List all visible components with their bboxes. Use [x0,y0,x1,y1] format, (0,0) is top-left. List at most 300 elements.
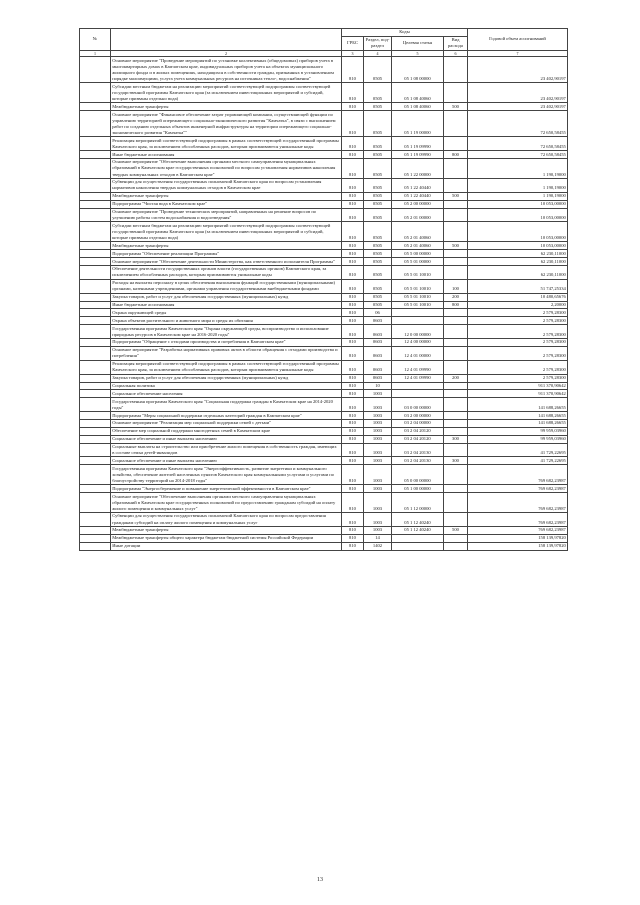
table-row [80,159,568,179]
cell-name: Основное мероприятие "Реализация мер социальной поддержки семей с детьми" [111,420,342,428]
cell-section: 1402 [364,542,392,550]
cell-amount: 769 682,23987 [468,485,568,493]
cell-name: Основное мероприятие "Проведение мероприятий по установке коллективных (общедомовых) приборов учета в многоквартирных домах в Камчатском крае, индивидуальных приборов учета на объектах муниципального жилищного фонда и в жилых помещениях, находящихся в собственности граждан, признанных в установленном порядке малоимущими, услуга учета коммунальных ресурсов на источниках тепло-, водоснабжения" [111,57,342,83]
cell-target: 05 5 01 10010 [392,279,444,293]
cell-amount: 41 729,22695 [468,457,568,465]
cell-grbs: 810 [342,265,364,279]
cell-grbs: 810 [342,420,364,428]
cell-vr [444,200,468,208]
cell-name: Основное мероприятие "Обеспечение деятельности Министерства, как ответственного исполнителя Программы" [111,258,342,266]
cell-grbs: 810 [342,427,364,435]
cell-no [80,159,111,179]
cell-amount: 769 682,23987 [468,465,568,485]
cell-section: 06 [364,309,392,317]
table-row [80,534,568,542]
cell-name: Субсидии местным бюджетам на реализацию мероприятий соответствующей подпрограммы соответствующей государственной программы Камчатского края (за исключением инвестиционных мероприятий и субсидий, которые призваны отдельно вода) [111,83,342,103]
cell-no [80,493,111,513]
cell-no [80,412,111,420]
cell-amount: 72 650,58455 [468,151,568,159]
table-row [80,137,568,151]
cell-target: 03 0 00 00000 [392,398,444,412]
cell-name: Обеспечение мер социальной поддержки многодетных семей в Камчатском крае [111,427,342,435]
cell-target [392,382,444,390]
cell-no [80,250,111,258]
table-row [80,242,568,250]
cell-grbs: 810 [342,542,364,550]
cell-no [80,465,111,485]
table-row [80,526,568,534]
cell-name: Межбюджетные трансферты [111,103,342,111]
table-row [80,265,568,279]
cell-vr [444,159,468,179]
cell-no [80,309,111,317]
cell-name: Социальное обеспечение и иные выплаты населению [111,457,342,465]
cell-section: 0505 [364,301,392,309]
cell-amount: 769 682,23987 [468,493,568,513]
cell-no [80,242,111,250]
cell-vr [444,427,468,435]
cell-name: Субвенции для осуществления государственных полномочий Камчатского края по вопросам предоставления гражданам субсидий на оплату жилого помещения и коммунальных услуг [111,513,342,527]
cell-amount: 141 688,26655 [468,398,568,412]
table-row [80,200,568,208]
cell-vr [444,534,468,542]
cell-target: 05 5 00 00000 [392,250,444,258]
index-cell: 6 [444,50,468,57]
cell-section: 1003 [364,398,392,412]
cell-target: 12 4 01 09990 [392,374,444,382]
cell-amount: 769 682,23987 [468,513,568,527]
cell-name: Подпрограмма "Меры социальной поддержки отдельных категорий граждан в Камчатском крае" [111,412,342,420]
cell-amount: 141 688,26655 [468,412,568,420]
cell-amount: 23 402,90197 [468,83,568,103]
cell-target: 03 2 04 20120 [392,435,444,443]
cell-grbs: 810 [342,526,364,534]
cell-no [80,301,111,309]
cell-target: 05 5 01 10010 [392,301,444,309]
cell-name: Основное мероприятие "Обеспечение выполнения органами местного самоуправления муниципальных образований в Камчатском крае государственных полномочий по предоставлению гражданам субсидий на оплату жилого помещения и коммунальных услуг" [111,493,342,513]
cell-target: 12 0 00 00000 [392,325,444,339]
cell-grbs: 810 [342,457,364,465]
cell-section: 1003 [364,427,392,435]
table-row [80,398,568,412]
cell-grbs: 810 [342,435,364,443]
cell-target: 05 1 08 40060 [392,103,444,111]
cell-target [392,317,444,325]
cell-target: 05 5 01 00000 [392,258,444,266]
cell-amount: 1 190,19000 [468,192,568,200]
cell-amount: 99 959,03960 [468,435,568,443]
cell-vr [444,258,468,266]
cell-section: 0505 [364,200,392,208]
cell-section: 1003 [364,493,392,513]
cell-amount: 72 650,58455 [468,111,568,137]
cell-amount: 99 959,03960 [468,427,568,435]
cell-no [80,293,111,301]
cell-vr [444,542,468,550]
cell-grbs: 810 [342,465,364,485]
cell-grbs: 810 [342,360,364,374]
cell-vr [444,222,468,242]
cell-name: Охрана окружающей среды [111,309,342,317]
cell-amount: 62 230,11000 [468,265,568,279]
table-row [80,382,568,390]
cell-vr [444,382,468,390]
table-row [80,151,568,159]
cell-grbs: 810 [342,317,364,325]
cell-name: Подпрограмма "Обращение с отходами производства и потребления в Камчатском крае" [111,339,342,347]
cell-no [80,374,111,382]
cell-grbs: 810 [342,443,364,457]
cell-vr [444,111,468,137]
cell-target: 05 2 01 40060 [392,242,444,250]
header-name [111,29,342,51]
cell-target: 05 1 08 40060 [392,83,444,103]
cell-grbs: 810 [342,325,364,339]
cell-name: Иные бюджетные ассигнования [111,151,342,159]
cell-section: 0505 [364,279,392,293]
cell-no [80,360,111,374]
cell-vr: 100 [444,279,468,293]
cell-vr [444,325,468,339]
table-row [80,435,568,443]
cell-amount: 2 579,28300 [468,374,568,382]
cell-section: 1003 [364,465,392,485]
cell-section: 0603 [364,325,392,339]
header-target: Целевая статья [392,36,444,50]
cell-grbs: 810 [342,485,364,493]
cell-grbs: 810 [342,374,364,382]
cell-vr: 500 [444,526,468,534]
cell-amount: 10 053,00000 [468,242,568,250]
cell-name: Государственная программа Камчатского края "Энергоэффективность, развитие энергетики и коммунального хозяйства, обеспечение жителей населенных пунктов Камчатского края коммунальными услугами и услугами по благоустройству территорий на 2014-2018 годы" [111,465,342,485]
cell-section: 1003 [364,412,392,420]
cell-grbs: 810 [342,222,364,242]
cell-no [80,457,111,465]
table-row [80,317,568,325]
cell-section: 0505 [364,111,392,137]
cell-no [80,178,111,192]
cell-grbs: 810 [342,382,364,390]
table-body [80,57,568,550]
cell-vr [444,208,468,222]
cell-no [80,435,111,443]
cell-no [80,200,111,208]
table-row [80,390,568,398]
cell-name: Социальная политика [111,382,342,390]
table-row [80,360,568,374]
table-row [80,346,568,360]
cell-vr [444,317,468,325]
cell-vr [444,250,468,258]
table-row [80,325,568,339]
cell-amount: 10 480,65676 [468,293,568,301]
cell-grbs: 810 [342,301,364,309]
cell-name: Расходы на выплаты персоналу в целях обеспечения выполнения функций государственными (муниципальными) органами, казенными учреждениями, органами управления государственными внебюджетными фондами [111,279,342,293]
table-row [80,250,568,258]
cell-section: 0505 [364,258,392,266]
cell-section: 0603 [364,317,392,325]
cell-no [80,534,111,542]
cell-target: 05 5 01 10010 [392,293,444,301]
cell-no [80,542,111,550]
table-row [80,57,568,83]
table-row [80,457,568,465]
cell-grbs: 810 [342,412,364,420]
cell-vr: 800 [444,151,468,159]
cell-grbs: 810 [342,534,364,542]
table-row [80,513,568,527]
cell-name: Субсидии местным бюджетам на реализацию мероприятий соответствующей подпрограммы соответствующей государственной программы Камчатского края (за исключением инвестиционных мероприятий и субсидий, которые призваны отдельно вода) [111,222,342,242]
cell-target: 03 2 00 00000 [392,412,444,420]
cell-no [80,382,111,390]
cell-amount: 2 579,28300 [468,309,568,317]
index-cell: 1 [80,50,111,57]
cell-no [80,420,111,428]
cell-name: Иные бюджетные ассигнования [111,301,342,309]
cell-amount: 10 053,00000 [468,208,568,222]
cell-amount: 2 579,28300 [468,339,568,347]
cell-no [80,390,111,398]
cell-grbs: 810 [342,398,364,412]
cell-vr: 300 [444,457,468,465]
cell-vr: 500 [444,242,468,250]
cell-target: 05 2 00 00000 [392,200,444,208]
header-no: № [80,29,111,51]
cell-vr [444,137,468,151]
cell-section: 0603 [364,360,392,374]
cell-target [392,534,444,542]
cell-section: 0505 [364,242,392,250]
cell-vr [444,339,468,347]
cell-target: 03 2 04 20130 [392,443,444,457]
cell-vr [444,465,468,485]
cell-vr [444,265,468,279]
page-number: 13 [317,877,323,883]
table-row [80,208,568,222]
cell-section: 0505 [364,103,392,111]
cell-name: Иные дотации [111,542,342,550]
cell-target: 12 4 00 00000 [392,339,444,347]
cell-name: Охрана объектов растительного и животного мира и среды их обитания [111,317,342,325]
cell-target: 05 1 22 40440 [392,178,444,192]
cell-no [80,279,111,293]
cell-vr [444,412,468,420]
cell-vr: 200 [444,374,468,382]
cell-grbs: 810 [342,200,364,208]
cell-amount: 2 579,28300 [468,317,568,325]
cell-vr: 300 [444,435,468,443]
index-cell: 2 [111,50,342,57]
cell-target: 03 2 04 00000 [392,420,444,428]
cell-target: 05 1 12 00000 [392,493,444,513]
table-row [80,293,568,301]
cell-name: Закупка товаров, работ и услуг для обеспечения государственных (муниципальных) нужд [111,374,342,382]
cell-target: 05 1 19 09990 [392,137,444,151]
table-row [80,374,568,382]
index-row [80,50,568,57]
table-row [80,412,568,420]
table-row [80,485,568,493]
cell-section: 0603 [364,346,392,360]
cell-target [392,309,444,317]
cell-no [80,398,111,412]
cell-vr [444,83,468,103]
cell-no [80,57,111,83]
cell-vr [444,57,468,83]
cell-no [80,526,111,534]
cell-name: Основное мероприятие "Разработка нормативных правовых актов в области обращения с отходами производства и потребления" [111,346,342,360]
cell-name: Подпрограмма "Обеспечение реализации Программы" [111,250,342,258]
cell-grbs: 810 [342,242,364,250]
cell-no [80,111,111,137]
cell-target: 03 2 04 20120 [392,427,444,435]
cell-section: 0505 [364,250,392,258]
cell-amount: 158 139,97820 [468,534,568,542]
cell-no [80,265,111,279]
cell-name: Обеспечение деятельности государственных органов власти (государственных органов) Камчатского края, за исключением обособленных расходов, которым присваиваются уникальные коды [111,265,342,279]
cell-no [80,325,111,339]
cell-name: Социальные выплаты на строительство или приобретение жилого помещения в собственность граждан, имеющих в составе семьи детей-инвалидов [111,443,342,457]
cell-vr [444,346,468,360]
cell-grbs: 810 [342,103,364,111]
cell-amount: 10 053,00000 [468,200,568,208]
cell-grbs: 810 [342,83,364,103]
cell-grbs: 810 [342,137,364,151]
cell-target: 05 0 00 00000 [392,465,444,485]
cell-no [80,192,111,200]
cell-section: 0505 [364,83,392,103]
cell-vr: 200 [444,293,468,301]
cell-amount: 72 650,58455 [468,137,568,151]
cell-name: Межбюджетные трансферты [111,192,342,200]
cell-amount: 769 682,23987 [468,526,568,534]
cell-vr [444,513,468,527]
cell-grbs: 810 [342,192,364,200]
cell-grbs: 810 [342,250,364,258]
table-row [80,279,568,293]
cell-no [80,427,111,435]
table-row [80,465,568,485]
cell-target: 05 5 01 10010 [392,265,444,279]
header-codes: Коды [342,29,468,37]
cell-section: 0505 [364,208,392,222]
cell-grbs: 810 [342,178,364,192]
table-row [80,301,568,309]
cell-vr [444,390,468,398]
cell-amount: 2 579,28300 [468,325,568,339]
cell-section: 1003 [364,526,392,534]
cell-target: 05 1 19 00000 [392,111,444,137]
cell-no [80,346,111,360]
cell-vr [444,443,468,457]
cell-amount: 1 190,19000 [468,159,568,179]
cell-vr [444,178,468,192]
cell-section: 0505 [364,192,392,200]
cell-grbs: 810 [342,151,364,159]
cell-amount: 62 230,11000 [468,258,568,266]
table-row [80,178,568,192]
cell-section: 1003 [364,443,392,457]
cell-no [80,137,111,151]
table-row [80,192,568,200]
table-row [80,420,568,428]
header-amount: Годовой объем ассигнований [468,29,568,51]
cell-target [392,390,444,398]
cell-section: 0603 [364,339,392,347]
cell-name: Закупка товаров, работ и услуг для обеспечения государственных (муниципальных) нужд [111,293,342,301]
table-row [80,222,568,242]
cell-target: 05 1 12 40240 [392,526,444,534]
table-row [80,427,568,435]
cell-target: 05 2 01 00000 [392,208,444,222]
cell-grbs: 810 [342,493,364,513]
cell-vr: 500 [444,192,468,200]
cell-amount: 41 729,22695 [468,443,568,457]
index-cell: 7 [468,50,568,57]
table-row [80,493,568,513]
cell-name: Основное мероприятие "Финансовое обеспечение затрат управляющей компании, осуществляющей функции по управлению территорией опережающего социально-экономического развития "Камчатка", в связи с выполнением работ по созданию отдельных объектов инженерной инфраструктуры на территории опережающего социально-экономического развития "Камчатка"" [111,111,342,137]
table-row [80,103,568,111]
cell-section: 1003 [364,420,392,428]
cell-section: 1003 [364,390,392,398]
cell-grbs: 810 [342,279,364,293]
cell-grbs: 810 [342,208,364,222]
cell-grbs: 810 [342,513,364,527]
cell-name: Реализация мероприятий соответствующей подпрограммы в рамках соответствующей государственной программы Камчатского края, за исключением обособленных расходов, которым присваиваются уникальные коды [111,360,342,374]
cell-target: 05 1 22 00000 [392,159,444,179]
cell-section: 1003 [364,513,392,527]
cell-grbs: 810 [342,390,364,398]
cell-target [392,542,444,550]
cell-no [80,485,111,493]
cell-no [80,443,111,457]
cell-amount: 51 747,25334 [468,279,568,293]
cell-no [80,208,111,222]
cell-grbs: 810 [342,258,364,266]
cell-vr [444,360,468,374]
table-row [80,339,568,347]
table-row [80,443,568,457]
cell-no [80,317,111,325]
cell-section: 0505 [364,151,392,159]
cell-section: 0505 [364,137,392,151]
cell-amount: 2 579,28300 [468,346,568,360]
cell-no [80,103,111,111]
cell-target: 05 2 01 40060 [392,222,444,242]
cell-amount: 23 402,90197 [468,103,568,111]
cell-name: Основное мероприятие "Проведение технических мероприятий, направленных на решение вопросов по улучшению работы систем водоснабжения и водоотведения" [111,208,342,222]
index-cell: 5 [392,50,444,57]
cell-grbs: 810 [342,339,364,347]
cell-vr [444,309,468,317]
cell-name: Государственная программа Камчатского края "Социальная поддержка граждан в Камчатском крае на 2014-2020 годы" [111,398,342,412]
cell-section: 14 [364,534,392,542]
cell-vr [444,493,468,513]
cell-grbs: 810 [342,111,364,137]
index-cell: 4 [364,50,392,57]
cell-name: Социальное обеспечение и иные выплаты населению [111,435,342,443]
cell-vr [444,485,468,493]
cell-amount: 158 139,97820 [468,542,568,550]
cell-name: Межбюджетные трансферты общего характера бюджетам бюджетной системы Российской Федерации [111,534,342,542]
cell-amount: 2 579,28300 [468,360,568,374]
cell-amount: 141 688,26655 [468,420,568,428]
cell-name: Межбюджетные трансферты [111,242,342,250]
cell-vr [444,398,468,412]
header-grbs: ГРБС [342,36,364,50]
table-row [80,83,568,103]
cell-target: 05 1 19 09990 [392,151,444,159]
